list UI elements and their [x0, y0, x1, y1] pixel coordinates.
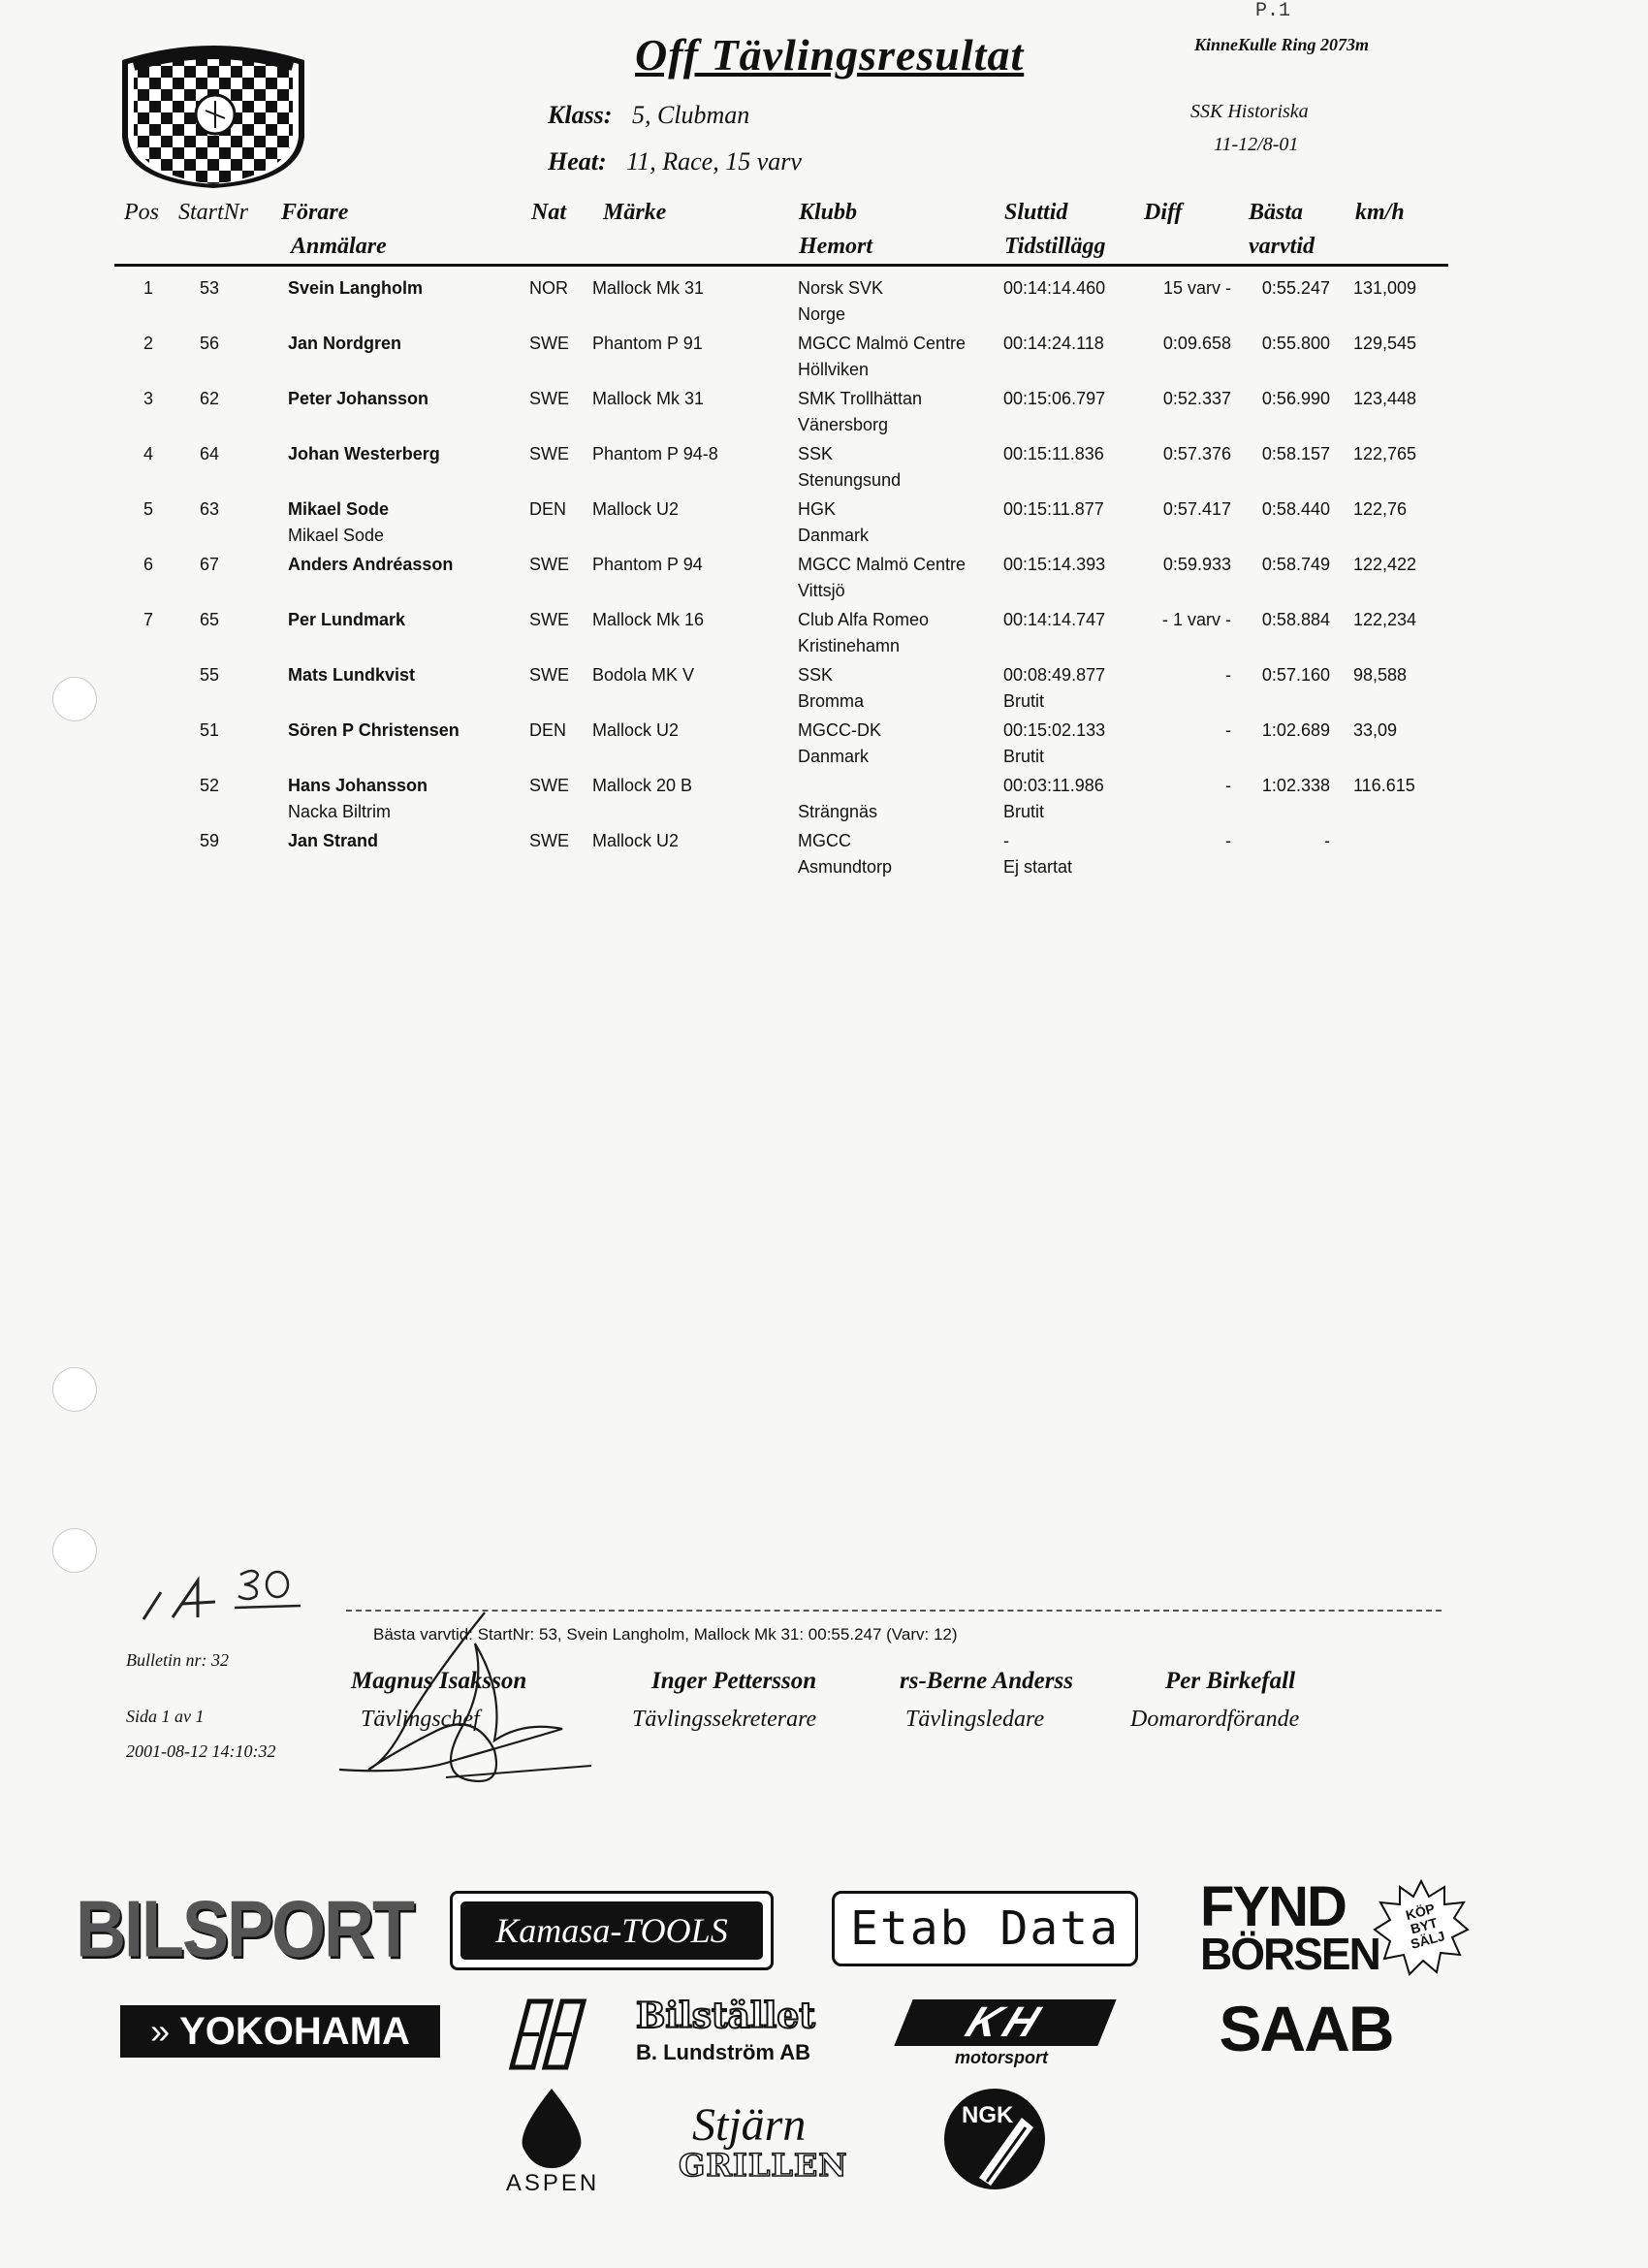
- bilstallet-text: Bilstället: [636, 1996, 815, 2036]
- cell-driver: Svein Langholm: [288, 278, 424, 298]
- col-klubb: Klubb: [799, 200, 858, 225]
- bulletin-number: Bulletin nr: 32: [126, 1650, 229, 1670]
- cell-startnr: 55: [200, 665, 220, 685]
- burst-text: KÖP BYT SÄLJ: [1404, 1900, 1447, 1952]
- cell-time: -: [1003, 831, 1009, 850]
- signatory-role-4: Domarordförande: [1130, 1707, 1300, 1732]
- cell-home: Vittsjö: [798, 581, 845, 600]
- cell-note: Ej startat: [1003, 857, 1073, 877]
- cell-best: 0:58.157: [1261, 444, 1330, 463]
- ngk-text: NGK: [962, 2102, 1014, 2128]
- cell-entrant: Mikael Sode: [288, 526, 385, 545]
- cell-kmh: 122,765: [1353, 444, 1417, 463]
- cell-time: 00:03:11.986: [1003, 776, 1104, 795]
- header-rule: [114, 264, 1448, 267]
- stjarngrillen-logo: [679, 2098, 882, 2195]
- class-line: [548, 101, 749, 130]
- cell-club: MGCC: [798, 831, 851, 850]
- signature-scribble: [330, 1605, 601, 1799]
- drop-icon: [498, 2085, 605, 2172]
- cell-diff: 0:57.376: [1162, 444, 1231, 463]
- punch-hole: [52, 1528, 97, 1573]
- col-startnr: StartNr: [178, 200, 249, 225]
- signatory-role-2: Tävlingssekreterare: [632, 1707, 817, 1732]
- cell-startnr: 63: [200, 499, 220, 519]
- bilstallet-sub-text: B. Lundström AB: [636, 2040, 811, 2064]
- cell-driver: Per Lundmark: [288, 610, 406, 629]
- cell-make: Bodola MK V: [592, 665, 695, 685]
- page-count: Sida 1 av 1: [126, 1707, 205, 1726]
- cell-club: Club Alfa Romeo: [798, 610, 930, 629]
- bilsport-text: BILSPORT: [76, 1885, 414, 1974]
- cell-startnr: 65: [200, 610, 220, 629]
- aspen-text: ASPEN: [505, 2170, 600, 2196]
- cell-make: Mallock Mk 31: [592, 278, 705, 298]
- signatory-name-4: Per Birkefall: [1165, 1668, 1296, 1694]
- cell-best: 0:58.749: [1261, 555, 1330, 574]
- grillen-text: GRILLEN: [679, 2147, 848, 2184]
- checkered-flag-emblem: [114, 43, 312, 188]
- yokohama-text: YOKOHAMA: [179, 2009, 410, 2053]
- signatory-role-1: Tävlingschef: [361, 1707, 480, 1732]
- cell-time: 00:08:49.877: [1003, 665, 1106, 685]
- cell-club: MGCC-DK: [798, 720, 881, 740]
- cell-startnr: 53: [200, 278, 220, 298]
- cell-home: Bromma: [798, 691, 865, 711]
- cell-nat: SWE: [529, 555, 570, 574]
- cell-diff: 0:09.658: [1162, 334, 1231, 353]
- cell-time: 00:15:06.797: [1003, 389, 1106, 408]
- cell-best: 0:57.160: [1261, 665, 1330, 685]
- cell-nat: DEN: [529, 720, 567, 740]
- heat-label: Heat:: [548, 147, 607, 176]
- cell-home: Strängnäs: [798, 802, 878, 821]
- cell-nat: SWE: [529, 389, 570, 408]
- cell-make: Mallock U2: [592, 831, 680, 850]
- fyndborsen-logo: [1196, 1875, 1487, 1986]
- cell-kmh: 116.615: [1353, 776, 1415, 795]
- club-logo: [114, 43, 312, 188]
- cell-kmh: 122,76: [1353, 499, 1408, 519]
- cell-driver: Sören P Christensen: [288, 720, 460, 740]
- cell-nat: SWE: [529, 444, 570, 463]
- cell-driver: Peter Johansson: [288, 389, 429, 408]
- cell-time: 00:14:14.747: [1003, 610, 1106, 629]
- signatory-name-2: Inger Pettersson: [651, 1668, 817, 1694]
- cell-make: Mallock U2: [592, 499, 680, 519]
- cell-kmh: 122,422: [1353, 555, 1417, 574]
- cell-make: Phantom P 94-8: [592, 444, 718, 463]
- cell-home: Danmark: [798, 526, 870, 545]
- cell-startnr: 59: [200, 831, 220, 850]
- signatory-role-3: Tävlingsledare: [905, 1707, 1045, 1732]
- cell-best: 0:58.884: [1261, 610, 1330, 629]
- etab-text: Etab Data: [849, 1901, 1121, 1956]
- cell-club: MGCC Malmö Centre: [798, 555, 967, 574]
- cell-driver: Johan Westerberg: [288, 444, 440, 463]
- cell-startnr: 51: [200, 720, 220, 740]
- cell-diff: 0:57.417: [1162, 499, 1231, 519]
- cell-home: Norge: [798, 304, 846, 324]
- cell-diff: - 1 varv -: [1161, 610, 1231, 629]
- cell-diff: -: [1225, 776, 1231, 795]
- handwriting-mark: [134, 1563, 308, 1631]
- punch-hole: [52, 677, 97, 721]
- cell-diff: 0:52.337: [1162, 389, 1231, 408]
- col-anmalare: Anmälare: [291, 234, 387, 259]
- kh-motorsport-logo: [890, 1996, 1123, 2069]
- cell-kmh: 98,588: [1353, 665, 1408, 685]
- cell-make: Phantom P 91: [592, 334, 703, 353]
- document-title: Off Tävlingsresultat: [635, 30, 1025, 80]
- cell-make: Mallock U2: [592, 720, 680, 740]
- cell-startnr: 64: [200, 444, 220, 463]
- cell-startnr: 52: [200, 776, 220, 795]
- cell-club: Norsk SVK: [798, 278, 884, 298]
- cell-best: 0:55.800: [1261, 334, 1330, 353]
- kh-sub-text: motorsport: [955, 2048, 1048, 2067]
- col-diff: Diff: [1144, 200, 1183, 225]
- cell-pos: 5: [143, 499, 154, 519]
- cell-home: Danmark: [798, 747, 870, 766]
- col-hemort: Hemort: [799, 234, 872, 259]
- class-label: Klass:: [548, 101, 613, 129]
- cell-nat: SWE: [529, 831, 570, 850]
- col-marke: Märke: [603, 200, 667, 225]
- col-varvtid: varvtid: [1249, 234, 1315, 259]
- kamasa-text: Kamasa-TOOLS: [495, 1911, 728, 1950]
- cell-time: 00:15:14.393: [1003, 555, 1106, 574]
- cell-diff: 15 varv -: [1162, 278, 1231, 298]
- cell-home: Vänersborg: [798, 415, 889, 434]
- stjarn-text: Stjärn: [692, 2099, 807, 2151]
- cell-driver: Anders Andréasson: [288, 555, 454, 574]
- cell-driver: Hans Johansson: [288, 776, 428, 795]
- cell-make: Mallock Mk 31: [592, 389, 705, 408]
- page-number: P.1: [1255, 0, 1291, 22]
- cell-make: Phantom P 94: [592, 555, 703, 574]
- col-pos: Pos: [124, 200, 159, 225]
- cell-nat: SWE: [529, 776, 570, 795]
- cell-entrant: Nacka Biltrim: [288, 802, 392, 821]
- event-dates: 11-12/8-01: [1214, 134, 1299, 155]
- cell-pos: 2: [143, 334, 154, 353]
- cell-startnr: 67: [200, 555, 220, 574]
- etab-data-logo: [832, 1891, 1138, 1966]
- cell-club: SSK: [798, 444, 834, 463]
- cell-best: 1:02.689: [1261, 720, 1330, 740]
- heat-value: 11, Race, 15 varv: [626, 147, 802, 176]
- saab-logo: [1187, 1992, 1425, 2065]
- cell-note: Brutit: [1003, 802, 1045, 821]
- cell-driver: Mikael Sode: [288, 499, 390, 519]
- cell-note: Brutit: [1003, 691, 1045, 711]
- cell-kmh: 123,448: [1353, 389, 1417, 408]
- punch-hole: [52, 1367, 97, 1412]
- cell-make: Mallock Mk 16: [592, 610, 705, 629]
- print-timestamp: 2001-08-12 14:10:32: [126, 1741, 276, 1761]
- cell-club: SMK Trollhättan: [798, 389, 923, 408]
- cell-nat: SWE: [529, 334, 570, 353]
- saab-text: SAAB: [1219, 1993, 1393, 2064]
- cell-kmh: 122,234: [1353, 610, 1417, 629]
- event-name: SSK Historiska: [1190, 101, 1309, 122]
- cell-time: 00:14:14.460: [1003, 278, 1106, 298]
- cell-nat: NOR: [529, 278, 568, 298]
- signatory-name-3: rs-Berne Anderss: [900, 1668, 1073, 1694]
- cell-club: MGCC Malmö Centre: [798, 334, 967, 353]
- cell-club: SSK: [798, 665, 834, 685]
- cell-driver: Jan Strand: [288, 831, 379, 850]
- cell-best: 0:58.440: [1261, 499, 1330, 519]
- kh-text: KH: [959, 1998, 1052, 2046]
- col-tidstillagg: Tidstillägg: [1004, 234, 1106, 259]
- cell-best: 1:02.338: [1261, 776, 1330, 795]
- cell-pos: 7: [143, 610, 154, 629]
- cell-best: 0:56.990: [1261, 389, 1330, 408]
- bilsport-logo: [76, 1885, 414, 1974]
- handwritten-signature: [330, 1605, 601, 1799]
- col-nat: Nat: [531, 200, 566, 225]
- cell-time: 00:14:24.118: [1003, 334, 1104, 353]
- cell-make: Mallock 20 B: [592, 776, 693, 795]
- cell-time: 00:15:11.877: [1003, 499, 1104, 519]
- yokohama-chevron-icon: »: [150, 2011, 171, 2051]
- yokohama-logo: [120, 2005, 440, 2058]
- cell-nat: SWE: [529, 665, 570, 685]
- cell-kmh: 131,009: [1353, 278, 1417, 298]
- cell-diff: 0:59.933: [1162, 555, 1231, 574]
- cell-home: Kristinehamn: [798, 636, 901, 655]
- cell-diff: -: [1225, 665, 1231, 685]
- cell-club: HGK: [798, 499, 837, 519]
- col-kmh: km/h: [1355, 200, 1405, 225]
- cell-pos: 6: [143, 555, 154, 574]
- ngk-circle-icon: [940, 2085, 1049, 2193]
- cell-nat: SWE: [529, 610, 570, 629]
- cell-diff: -: [1225, 720, 1231, 740]
- aspen-logo: [498, 2085, 605, 2201]
- track-name: KinneKulle Ring 2073m: [1194, 35, 1370, 54]
- cell-nat: DEN: [529, 499, 567, 519]
- cell-driver: Jan Nordgren: [288, 334, 402, 353]
- cell-time: 00:15:11.836: [1003, 444, 1104, 463]
- cell-home: Asmundtorp: [798, 857, 893, 877]
- signatory-name-1: Magnus Isaksson: [351, 1668, 527, 1694]
- handwritten-time: [134, 1563, 308, 1631]
- heat-line: [548, 147, 802, 176]
- cell-pos: 3: [143, 389, 154, 408]
- cell-kmh: 129,545: [1353, 334, 1417, 353]
- ngk-logo: [940, 2085, 1049, 2193]
- cell-note: Brutit: [1003, 747, 1045, 766]
- borsen-text: BÖRSEN: [1200, 1929, 1379, 1979]
- cell-kmh: 33,09: [1353, 720, 1398, 740]
- cell-best: 0:55.247: [1261, 278, 1330, 298]
- cell-pos: 1: [143, 278, 154, 298]
- class-value: 5, Clubman: [631, 101, 750, 129]
- kamasa-tools-logo: [450, 1891, 774, 1970]
- best-lap-line: Bästa varvtid: StartNr: 53, Svein Langholm, Mallock Mk 31: 00:55.247 (Varv: 12): [373, 1625, 958, 1644]
- cell-startnr: 62: [200, 389, 220, 408]
- cell-pos: 4: [143, 444, 154, 463]
- cell-home: Stenungsund: [798, 470, 902, 490]
- col-basta: Bästa: [1249, 200, 1304, 225]
- cell-diff: -: [1225, 831, 1231, 850]
- bilstallet-logo: [500, 1996, 830, 2073]
- cell-home: Höllviken: [798, 360, 870, 379]
- cell-driver: Mats Lundkvist: [288, 665, 416, 685]
- cell-best: -: [1324, 831, 1330, 850]
- col-sluttid: Sluttid: [1004, 200, 1068, 225]
- col-forare: Förare: [281, 200, 349, 225]
- bilstallet-mark-icon: [500, 1996, 597, 2073]
- cell-time: 00:15:02.133: [1003, 720, 1106, 740]
- starburst-icon: [1373, 1879, 1470, 1976]
- cell-startnr: 56: [200, 334, 220, 353]
- kh-badge: [894, 1999, 1116, 2046]
- fynd-text: FYND: [1200, 1875, 1346, 1938]
